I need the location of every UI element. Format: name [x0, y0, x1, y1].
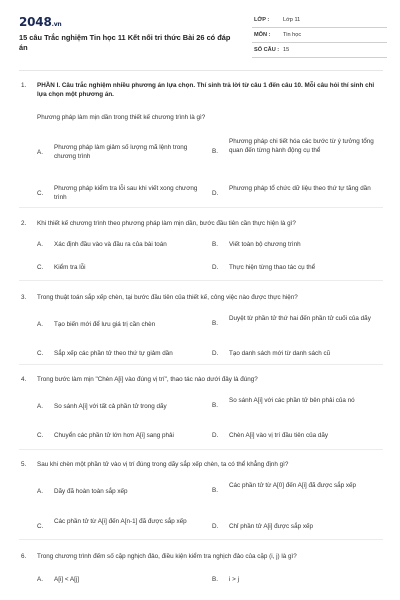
meta-label: LỚP : [254, 17, 270, 23]
option-label: B. [212, 487, 218, 494]
question-number: 2. [21, 220, 27, 227]
option-label: B. [212, 241, 218, 248]
question-stem: Khi thiết kế chương trình theo phương pháp làm mịn dần, bước đầu tiên cần thực hiện là gì? [37, 220, 296, 227]
option-text: Các phần tử từ A[i] đến A[n-1] đã được sắp xếp [54, 518, 187, 525]
option-label: C. [37, 432, 44, 439]
option-text: Thực hiện từng thao tác cụ thể [229, 264, 316, 271]
option-label: B. [212, 148, 218, 155]
option-label: B. [212, 320, 218, 327]
option-text: Xác định đầu vào và đầu ra của bài toán [54, 241, 167, 248]
question-number: 4. [21, 376, 27, 383]
option-label: C. [37, 190, 44, 197]
part-heading: PHẦN I. Câu trắc nghiệm nhiều phương án lựa chọn. Thí sinh trả lời từ câu 1 đến câu 10. Mỗi câu hỏi thí sinh chỉ lựa chọn một phương án. [37, 82, 375, 98]
option-label: B. [212, 402, 218, 409]
question-divider [19, 449, 383, 450]
option-text: Chỉ phần tử A[i] được sắp xếp [229, 523, 313, 530]
option-label: D. [212, 190, 219, 197]
meta-row-subject [252, 29, 387, 43]
option-text: Dãy đã hoàn toàn sắp xếp [54, 488, 128, 495]
question-stem: Sau khi chèn một phần tử vào vị trí đúng trong dãy sắp xếp chèn, ta có thể khẳng định gì? [37, 461, 289, 468]
option-text: Các phần tử từ A[0] đến A[i] đã được sắp xếp [229, 482, 357, 489]
option-text: i > j [229, 576, 239, 583]
meta-row-class [252, 14, 387, 28]
option-text: Chuyển các phần tử lớn hơn A[i] sang phải [54, 432, 174, 439]
option-label: D. [212, 523, 219, 530]
option-text: A[i] < A[j] [54, 576, 80, 583]
meta-label: SỐ CÂU : [254, 47, 280, 53]
option-text: Phương pháp kiểm tra lỗi sau khi viết xong chương trình [54, 185, 198, 201]
logo-main: 2048 [19, 15, 52, 29]
option-label: A. [37, 488, 43, 495]
option-text: So sánh A[i] với tất cả phần tử trong dãy [54, 403, 167, 410]
option-label: A. [37, 149, 43, 156]
question-divider [19, 280, 383, 281]
question-stem: Phương pháp làm mịn dần trong thiết kế chương trình là gì? [37, 114, 206, 121]
meta-label: MÔN : [254, 32, 271, 38]
question-divider [19, 364, 383, 365]
option-text: So sánh A[i] với các phần tử bên phải của nó [229, 397, 355, 404]
quiz-title: 15 câu Trắc nghiệm Tin học 11 Kết nối tri thức Bài 26 có đáp án [19, 33, 231, 52]
option-label: A. [37, 241, 43, 248]
option-text: Phương pháp chi tiết hóa các bước từ ý tưởng tổng quan đến từng hành động cụ thể [229, 138, 374, 154]
site-logo[interactable] [19, 15, 61, 29]
logo-suffix: .vn [51, 21, 62, 28]
option-text: Sắp xếp các phần tử theo thứ tự giảm dần [54, 350, 173, 357]
option-label: D. [212, 350, 219, 357]
meta-value: Tin học [283, 32, 302, 38]
option-label: A. [37, 403, 43, 410]
meta-row-count [252, 44, 387, 58]
option-text: Tạo danh sách mới từ danh sách cũ [229, 350, 331, 357]
option-label: C. [37, 350, 44, 357]
option-text: Duyệt từ phần tử thứ hai đến phần tử cuối của dãy [229, 315, 371, 322]
option-text: Kiểm tra lỗi [54, 264, 86, 271]
question-number: 1. [21, 82, 27, 89]
option-label: C. [37, 523, 44, 530]
option-text: Viết toàn bộ chương trình [229, 241, 301, 248]
option-text: Chèn A[i] vào vị trí đầu tiên của dãy [229, 432, 329, 439]
meta-value: Lớp 11 [283, 17, 301, 23]
option-label: A. [37, 321, 43, 328]
question-divider [19, 539, 383, 540]
option-text: Phương pháp làm giảm số lượng mã lệnh trong chương trình [54, 144, 188, 160]
option-text: Phương pháp tổ chức dữ liệu theo thứ tự tăng dần [229, 185, 371, 192]
option-label: A. [37, 576, 43, 583]
option-label: D. [212, 264, 219, 271]
page-header [0, 0, 400, 66]
question-stem: Trong bước làm mịn "Chèn A[i] vào đúng vị trí", thao tác nào dưới đây là đúng? [37, 376, 258, 383]
question-number: 6. [21, 553, 27, 560]
option-label: C. [37, 264, 44, 271]
option-label: D. [212, 432, 219, 439]
question-number: 3. [21, 294, 27, 301]
question-stem: Trong thuật toán sắp xếp chèn, tại bước đầu tiên của thiết kế, công việc nào được thực hiện? [37, 294, 298, 301]
option-label: B. [212, 576, 218, 583]
meta-value: 15 [283, 47, 290, 53]
question-number: 5. [21, 461, 27, 468]
question-stem: Trong chương trình đếm số cặp nghịch đảo, điều kiện kiểm tra nghịch đảo của cặp (i, j) là gì? [37, 553, 297, 560]
option-text: Tạo biến mới để lưu giá trị cần chèn [54, 321, 156, 328]
question-divider [19, 207, 383, 208]
header-divider [19, 70, 383, 71]
